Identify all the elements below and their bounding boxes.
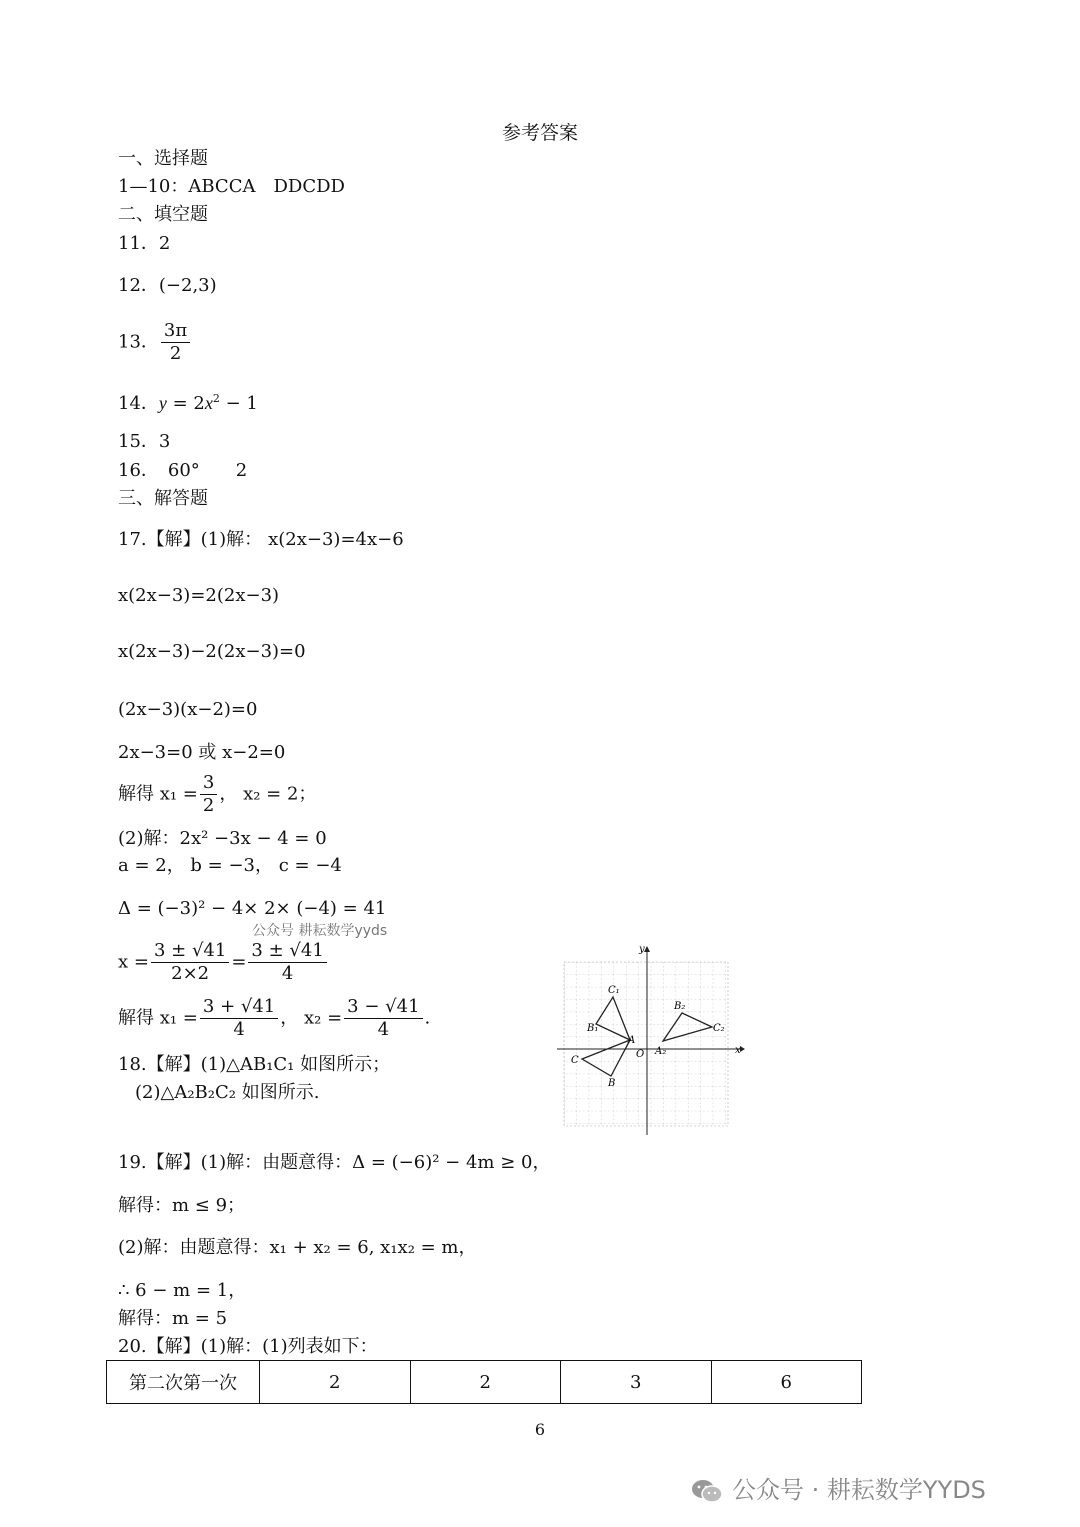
section-fill: 二、填空题 xyxy=(118,204,208,225)
q17-line1 xyxy=(118,527,404,553)
answer-14: 14．$y = 2x^2 - 1$ xyxy=(118,392,258,414)
numerator: 3 ± √41 xyxy=(151,940,229,963)
q17-equation: x(2x−3)=4x−6 xyxy=(268,529,404,550)
q17-head: 17.【解】(1)解： xyxy=(118,529,263,550)
label-x: x xyxy=(735,1045,741,1056)
q19-line1: 19.【解】(1)解：由题意得：Δ = (−6)² − 4m ≥ 0， xyxy=(118,1152,551,1173)
answer-16: 16． 60° 2 xyxy=(118,460,248,481)
label-A: A xyxy=(628,1035,636,1046)
q19-line2: 解得：m ≤ 9； xyxy=(118,1195,246,1216)
table-header-cell: 第二次第一次 xyxy=(107,1361,260,1404)
answer-13-label: 13． xyxy=(118,331,159,353)
q17-final: 解得 x₁ = $\frac{3 + √41}{4}$ ， x₂ = $\frac{3 - √41}{4}$ . xyxy=(118,996,431,1040)
label-y: y xyxy=(639,944,645,955)
q20-line1: 20.【解】(1)解：(1)列表如下： xyxy=(118,1336,378,1357)
grid xyxy=(564,962,728,1126)
q18-line1: 18.【解】(1)△AB₁C₁ 如图所示； xyxy=(118,1054,391,1075)
answer-11: 11．2 xyxy=(118,233,171,254)
coordinate-graph xyxy=(555,940,750,1140)
answer-14-label: 14． xyxy=(118,393,159,414)
label-C2: C₂ xyxy=(713,1023,725,1034)
q19-line5: 解得：m = 5 xyxy=(118,1308,228,1329)
fraction xyxy=(161,320,190,365)
table-cell: 2 xyxy=(260,1361,411,1404)
formula-x: x = xyxy=(118,951,149,973)
numerator: 3 + √41 xyxy=(200,996,278,1019)
q17-line5: 2x−3=0 或 x−2=0 xyxy=(118,742,286,763)
numerator: 3π xyxy=(161,320,190,343)
q19-line3: (2)解：由题意得：x₁ + x₂ = 6, x₁x₂ = m， xyxy=(118,1237,477,1258)
fraction xyxy=(344,996,422,1041)
q17-line2: x(2x−3)=2(2x−3) xyxy=(118,585,280,606)
label-B1: B₁ xyxy=(587,1023,599,1034)
watermark-text: 公众号 · 耕耘数学YYDS xyxy=(732,1476,986,1504)
q17-line3: x(2x−3)−2(2x−3)=0 xyxy=(118,641,306,662)
label-B: B xyxy=(608,1078,616,1089)
q17-line6 xyxy=(118,772,316,817)
answer-12: 12．(−2,3) xyxy=(118,275,217,296)
numerator: 3 ± √41 xyxy=(248,940,326,963)
table-cell: 6 xyxy=(711,1361,862,1404)
denominator: 4 xyxy=(377,1019,390,1040)
answer-15: 15．3 xyxy=(118,431,171,452)
q18-line2: (2)△A₂B₂C₂ 如图所示. xyxy=(135,1082,320,1103)
label-C: C xyxy=(571,1055,579,1066)
answer-13 xyxy=(118,320,192,365)
numerator: 3 − √41 xyxy=(344,996,422,1019)
fraction xyxy=(248,940,326,985)
q17-line4: (2x−3)(x−2)=0 xyxy=(118,699,258,720)
q17-result-rest: ， x₂ = 2； xyxy=(219,783,317,805)
q17-part2: (2)解：2x² −3x − 4 = 0 xyxy=(118,828,327,849)
label-C1: C₁ xyxy=(608,985,620,996)
q17-result-label: 解得 x₁ = xyxy=(118,783,198,805)
table-row xyxy=(107,1361,862,1404)
page-number: 6 xyxy=(534,1420,546,1439)
watermark-small: 公众号 耕耘数学yyds xyxy=(252,923,388,939)
final-mid: ， x₂ = xyxy=(280,1007,343,1029)
label-B2: B₂ xyxy=(674,1001,686,1012)
denominator: 2 xyxy=(169,343,182,364)
q17-abc: a = 2， b = −3， c = −4 xyxy=(118,855,342,876)
fraction xyxy=(151,940,229,985)
watermark-large xyxy=(690,1470,986,1505)
wechat-icon xyxy=(690,1478,724,1504)
y-axis-arrow xyxy=(644,946,650,952)
denominator: 2 xyxy=(202,795,215,816)
answer-table xyxy=(106,1360,862,1404)
section-choice: 一、选择题 xyxy=(118,148,208,169)
numerator: 3 xyxy=(200,772,217,795)
label-O: O xyxy=(636,1049,645,1060)
q17-formula: x = $\frac{3 \pm √41}{2\times 2}$ = $\frac{3 \pm √41}{4}$ xyxy=(118,940,329,985)
denominator: 2×2 xyxy=(171,963,210,984)
section-solve: 三、解答题 xyxy=(118,488,208,509)
denominator: 4 xyxy=(233,1019,245,1040)
fraction xyxy=(200,996,278,1041)
label-A2: A₂ xyxy=(655,1046,667,1057)
choice-answers: 1—10：ABCCA DDCDD xyxy=(118,176,345,197)
table-cell: 2 xyxy=(410,1361,561,1404)
table-cell: 3 xyxy=(561,1361,712,1404)
fraction xyxy=(200,772,217,817)
page-title: 参考答案 xyxy=(501,122,578,144)
q17-delta: Δ = (−3)² − 4× 2× (−4) = 41 xyxy=(118,898,387,919)
final-label: 解得 x₁ = xyxy=(118,1007,198,1029)
denominator: 4 xyxy=(281,963,294,984)
q19-line4: ∴ 6 − m = 1， xyxy=(118,1280,247,1301)
x-axis-arrow xyxy=(740,1046,745,1052)
